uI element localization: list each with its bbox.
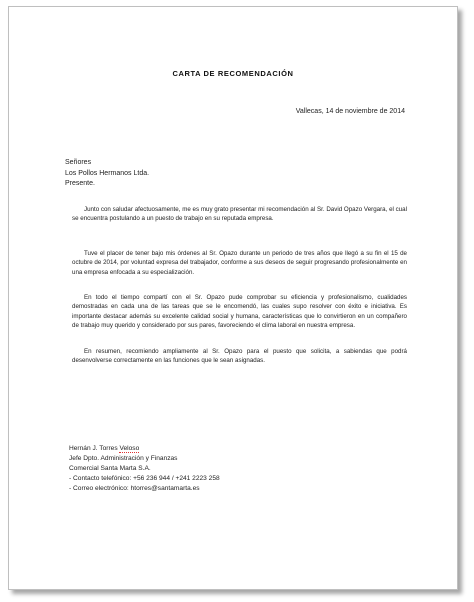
signer-name-last: Veloso — [119, 445, 140, 452]
addressee-line: Los Pollos Hermanos Ltda. — [65, 169, 150, 177]
signer-phone: - Contacto telefónico: +56 236 944 / +241 2223 258 — [69, 474, 220, 482]
body-paragraph: Tuve el placer de tener bajo mis órdenes al Sr. Opazo durante un periodo de tres años que llegó a su fin el 15 de octubre de 2014, por voluntad expresa del trabajador, conforme a sus deseos de seguir progresando profesionalmente en una empresa enfocada a su especialización. — [72, 250, 407, 276]
addressee-block — [65, 158, 149, 190]
letter-title: CARTA DE RECOMENDACIÓN — [172, 69, 294, 78]
signer-email: - Correo electrónico: htorres@santamarta.es — [69, 484, 200, 492]
signer-company: Comercial Santa Marta S.A. — [69, 464, 151, 472]
signer-name-first: Hernán J. Torres — [69, 445, 120, 452]
signature-block — [69, 444, 220, 494]
body-paragraph: Junto con saludar afectuosamente, me es muy grato presentar mi recomendación al Sr. David Opazo Vergara, el cual se encuentra postulando a un puesto de trabajo en su reputada empresa. — [72, 206, 407, 223]
letter-page — [8, 6, 458, 590]
body-paragraph: En resumen, recomiendo ampliamente al Sr. Opazo para el puesto que solicita, a sabiendas que podrá desenvolverse correctamente en las funciones que le sean asignadas. — [72, 348, 407, 365]
letter-date: Vallecas, 14 de noviembre de 2014 — [295, 108, 405, 115]
addressee-line: Presente. — [65, 180, 95, 187]
addressee-line: Señores — [65, 159, 92, 166]
body-paragraph: En todo el tiempo compartí con el Sr. Opazo pude comprobar su eficiencia y profesionalismo, cualidades demostradas en cada una de las tareas que se le encomendó, las cuales supo resolver con éxito e iniciativa. Es importante destacar además su excelente calidad social y humana, características que lo convirtieron en un compañero de trabajo muy querido y considerado por sus pares, favoreciendo el clima laboral en nuestra empresa. — [72, 294, 407, 330]
signer-name — [69, 444, 220, 454]
signer-position: Jefe Dpto. Administración y Finanzas — [69, 454, 178, 462]
